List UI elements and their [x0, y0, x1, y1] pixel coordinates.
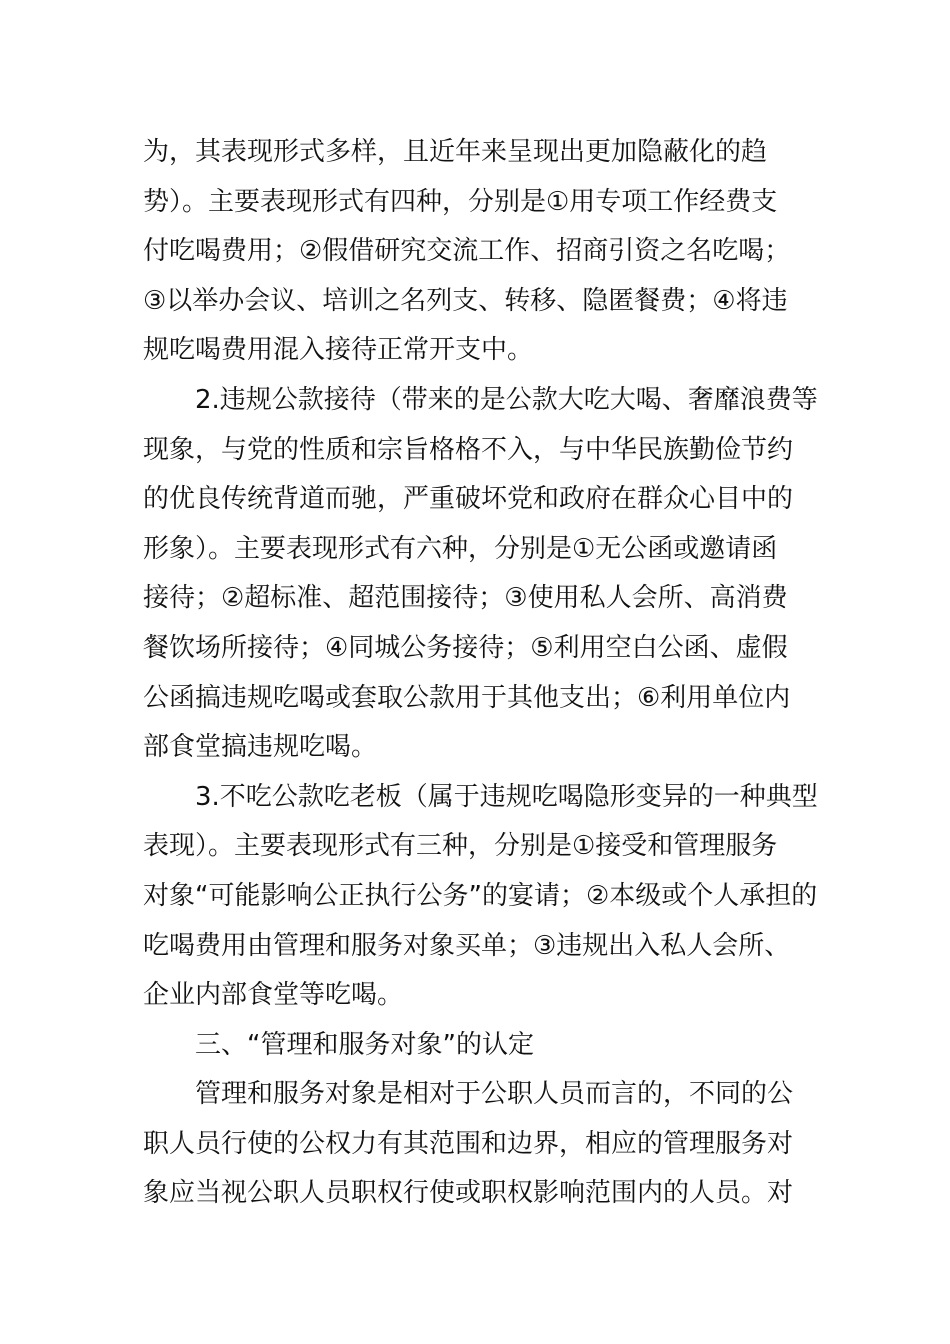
- document-body: [143, 128, 818, 1219]
- heading-text: 三、“管理和服务对象”的认定: [195, 1029, 534, 1060]
- text-line: 形象）。主要表现形式有六种，分别是①无公函或邀请函: [143, 533, 778, 564]
- text-line: 2.违规公款接待（带来的是公款大吃大喝、奢靡浪费等: [195, 384, 818, 415]
- text-line: 势）。主要表现形式有四种，分别是①用专项工作经费支: [143, 186, 778, 217]
- text-line: 管理和服务对象是相对于公职人员而言的，不同的公: [195, 1079, 794, 1110]
- text-line: 餐饮场所接待；④同城公务接待；⑤利用空白公函、虚假: [143, 632, 788, 663]
- text-line: 对象“可能影响公正执行公务”的宴请；②本级或个人承担的: [143, 880, 818, 911]
- text-line: 公函搞违规吃喝或套取公款用于其他支出；⑥利用单位内: [143, 682, 791, 713]
- text-line: 现象，与党的性质和宗旨格格不入，与中华民族勤俭节约: [143, 434, 794, 465]
- paragraph-violation-forms-continued: [143, 128, 807, 376]
- text-line: 付吃喝费用；②假借研究交流工作、招商引资之名吃喝；: [143, 236, 791, 267]
- text-line: 为，其表现形式多样，且近年来呈现出更加隐蔽化的趋: [143, 137, 768, 167]
- section-heading-3: [143, 1021, 807, 1071]
- paragraph-item-3-boss-pays: [143, 773, 818, 1021]
- text-line: 吃喝费用由管理和服务对象买单；③违规出入私人会所、: [143, 930, 791, 961]
- text-line: 表现）。主要表现形式有三种，分别是①接受和管理服务: [143, 831, 778, 862]
- text-line: 职人员行使的公权力有其范围和边界，相应的管理服务对: [143, 1128, 794, 1159]
- paragraph-item-2-public-reception: [143, 376, 818, 773]
- text-line: 象应当视公职人员职权行使或职权影响范围内的人员。对: [143, 1178, 794, 1209]
- text-line: 接待；②超标准、超范围接待；③使用私人会所、高消费: [143, 583, 788, 614]
- paragraph-management-service-objects: [143, 1070, 807, 1219]
- text-line: 3.不吃公款吃老板（属于违规吃喝隐形变异的一种典型: [195, 781, 818, 812]
- text-line: 的优良传统背道而驰，严重破坏党和政府在群众心目中的: [143, 484, 794, 515]
- text-line: ③以举办会议、培训之名列支、转移、隐匿餐费；④将违: [143, 285, 788, 316]
- text-line: 企业内部食堂等吃喝。: [143, 980, 404, 1011]
- text-line: 规吃喝费用混入接待正常开支中。: [143, 335, 534, 366]
- text-line: 部食堂搞违规吃喝。: [143, 732, 378, 763]
